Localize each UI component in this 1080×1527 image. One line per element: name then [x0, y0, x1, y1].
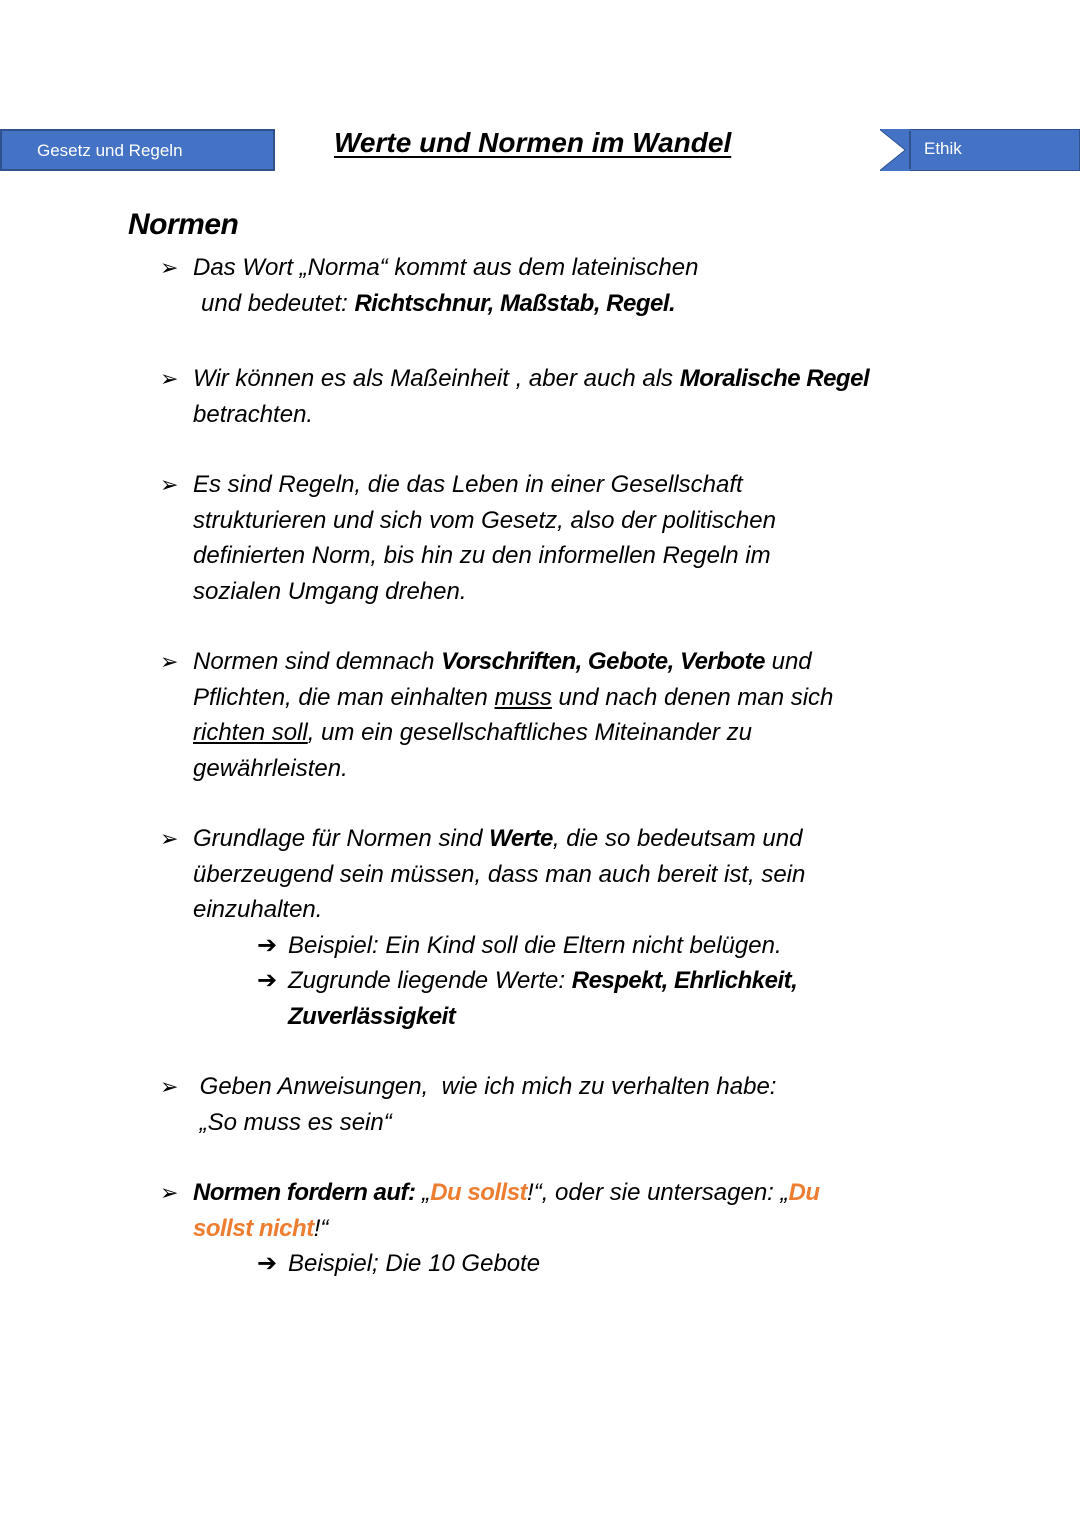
bullet-arrowhead-icon: ➢ — [160, 1180, 179, 1205]
section-heading: Normen — [128, 208, 239, 241]
sub-item: ➔ Beispiel: Ein Kind soll die Eltern nicht belügen. — [160, 928, 960, 964]
list-item: ➢ Geben Anweisungen, wie ich mich zu verhalten habe: „So muss es sein“ — [160, 1069, 960, 1140]
right-arrow-icon: ➔ — [257, 1250, 278, 1277]
list-item: ➢ Das Wort „Norma“ kommt aus dem lateinischen und bedeutet: Richtschnur, Maßstab, Regel. — [160, 250, 960, 321]
chevron-tab-shape — [880, 129, 1080, 171]
list-item: ➢ Grundlage für Normen sind Werte, die so bedeutsam und überzeugend sein müssen, dass man auch bereit ist, sein einzuhalten. — [160, 821, 960, 928]
subject-tab-label: Ethik — [924, 139, 962, 158]
right-arrow-icon: ➔ — [257, 967, 278, 994]
topic-tab-left — [0, 129, 275, 171]
document-title: Werte und Normen im Wandel — [334, 127, 732, 158]
bullet-arrowhead-icon: ➢ — [160, 649, 179, 674]
bullet-arrowhead-icon: ➢ — [160, 472, 179, 497]
list-item: ➢ Es sind Regeln, die das Leben in einer Gesellschaft strukturieren und sich vom Gesetz, also der politischen definierten Norm, bis hin zu den informellen Regeln im sozialen Umgang drehen. — [160, 467, 960, 609]
list-item: ➢ Normen fordern auf: „Du sollst!“, oder sie untersagen: „Du sollst nicht!“ — [160, 1175, 960, 1246]
bullet-arrowhead-icon: ➢ — [160, 1074, 179, 1099]
list-item: ➢ Normen sind demnach Vorschriften, Gebote, Verbote und Pflichten, die man einhalten muss und nach denen man sich richten soll, um ein gesellschaftliches Miteinander zu gewährleisten. — [160, 644, 960, 786]
sub-item: ➔ Zugrunde liegende Werte: Respekt, Ehrlichkeit, Zuverlässigkeit — [160, 963, 960, 1034]
bullet-arrowhead-icon: ➢ — [160, 366, 179, 391]
bullet-arrowhead-icon: ➢ — [160, 826, 179, 851]
topic-tab-left-label: Gesetz und Regeln — [37, 141, 183, 160]
subject-tab-right — [880, 129, 1080, 171]
bullet-arrowhead-icon: ➢ — [160, 255, 179, 280]
right-arrow-icon: ➔ — [257, 931, 278, 959]
content-body — [160, 250, 960, 1282]
sub-item: ➔ Beispiel; Die 10 Gebote — [160, 1246, 960, 1282]
list-item: ➢ Wir können es als Maßeinheit , aber auch als Moralische Regel betrachten. — [160, 361, 960, 432]
